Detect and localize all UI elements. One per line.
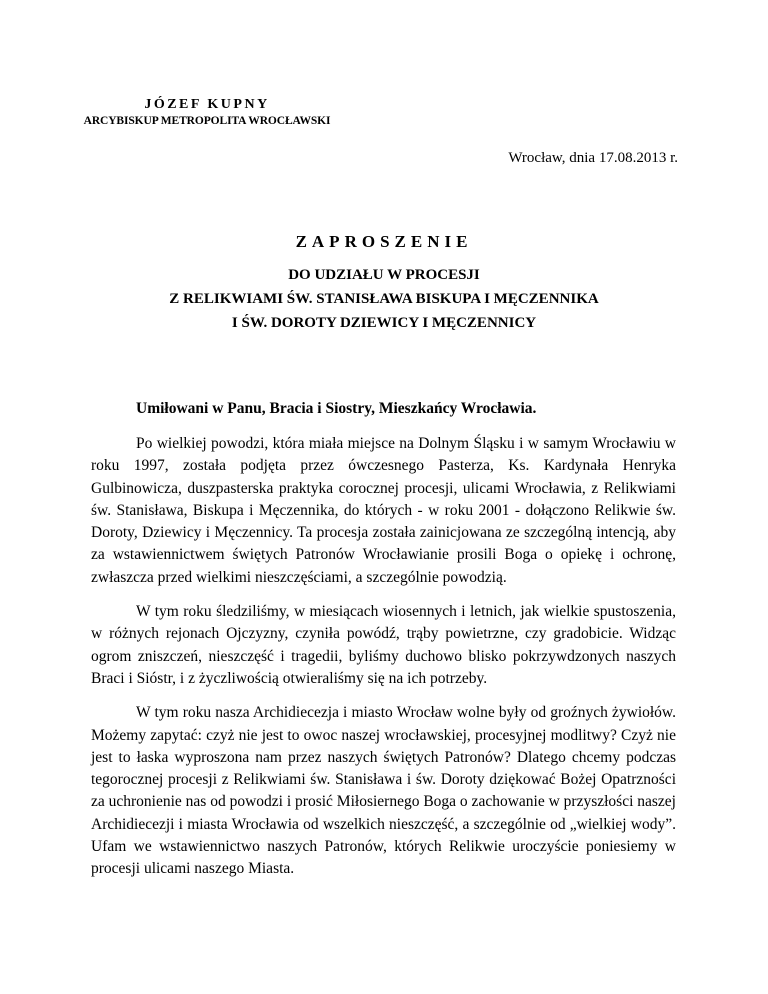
sender-name: JÓZEF KUPNY [144,97,270,112]
body-paragraph-3: W tym roku nasza Archidiecezja i miasto Wrocław wolne były od groźnych żywiołów. Możemy zapytać: czyż nie jest to owoc naszej wrocławskiej, procesyjnej modlitwy? Czyż nie jest to łaska wyproszona nam przez naszych świętych Patronów? Dlatego chcemy podczas tegorocznej procesji z Relikwiami św. Stanisława i św. Doroty dziękować Bożej Opatrzności za uchronienie nas od powodzi i prosić Miłosiernego Boga o zachowanie w przyszłości naszej Archidiecezji i miasta Wrocławia od wszelkich nieszczęść, a szczególnie od „wielkiej wody”. Ufam we wstawiennictwo naszych Patronów, których Relikwie uroczyście poniesiemy w procesji ulicami naszego Miasta. [91,704,676,878]
sender-title: ARCYBISKUP METROPOLITA WROCŁAWSKI [83,115,331,127]
sender-block [62,96,352,128]
body-paragraph-2: W tym roku śledziliśmy, w miesiącach wiosennych i letnich, jak wielkie spustoszenia, w różnych rejonach Ojczyzny, czyniła powódź, trąby powietrzne, czy gradobicie. Widząc ogrom zniszczeń, nieszczęść i tragedii, byliśmy duchowo blisko pokrzywdzonych naszych Braci i Sióstr, i z życzliwością otwieraliśmy się na ich potrzeby. [91,603,676,687]
salutation: Umiłowani w Panu, Bracia i Siostry, Mieszkańcy Wrocławia. [136,400,537,417]
subtitle-line-2: Z RELIKWIAMI ŚW. STANISŁAWA BISKUPA I MĘCZENNIKA [169,291,599,307]
subtitle-line-3: I ŚW. DOROTY DZIEWICY I MĘCZENNICY [231,315,537,331]
letter-body [91,433,676,893]
body-paragraph-1: Po wielkiej powodzi, która miała miejsce na Dolnym Śląsku i w samym Wrocławiu w roku 1997, została podjęta przez ówczesnego Pasterza, Ks. Kardynała Henryka Gulbinowicza, duszpasterska praktyka corocznej procesji, ulicami Wrocławia, z Relikwiami św. Stanisława, Biskupa i Męczennika, do których - w roku 2001 - dołączono Relikwie św. Doroty, Dziewicy i Męczennicy. Ta procesja została zainicjowana ze szczególną intencją, aby za wstawiennictwem świętych Patronów Wrocławianie prosili Boga o opiekę i ochronę, zwłaszcza przed wielkimi nieszczęściami, a szczególnie powodzią. [91,435,676,586]
document-title: ZAPROSZENIE [295,232,473,251]
subtitle-line-1: DO UDZIAŁU W PROCESJI [288,267,480,283]
letter-date: Wrocław, dnia 17.08.2013 r. [508,150,678,166]
document-subtitle [110,263,658,335]
